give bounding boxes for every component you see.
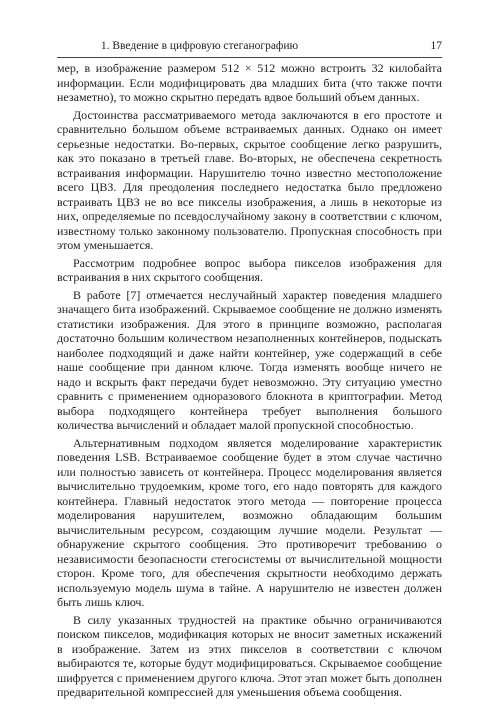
paragraph: Достоинства рассматриваемого метода заключаются в его простоте и сравнительно большом объеме встраиваемых данных. Однако он имеет серьезные недостатки. Во-первых, скрытое сообщение легко разрушить, как это показано в третьей главе. Во-вторых, не обеспечена секретность встраивания информации. Нарушителю точно известно местоположение всего ЦВЗ. Для преодоления последнего недостатка было предложено встраивать ЦВЗ не во все пикселы изображения, а лишь в некоторые из них, определяемые по псевдослучайному закону в соответствии с ключом, известному только законному пользователю. Пропускная способность при этом уменьшается.: [57, 107, 442, 252]
paragraph: В работе [7] отмечается неслучайный характер поведения младшего значащего бита изображений. Скрываемое сообщение не должно изменять статистики изображения. Для этого в принципе возможно, располагая достаточно большим количеством незаполненных контейнеров, подыскать наиболее подходящий и даже найти контейнер, уже содержащий в себе наше сообщение при данном ключе. Тогда изменять вообще ничего не надо и вскрыть факт передачи будет невозможно. Эту ситуацию уместно сравнить с применением одноразового блокнота в криптографии. Метод выбора подходящего контейнера требует выполнения большого количества вычислений и обладает малой пропускной способностью.: [57, 287, 442, 432]
running-head: [57, 37, 442, 57]
paragraph: В силу указанных трудностей на практике обычно ограничиваются поиском пикселов, модификация которых не вносит заметных искажений в изображение. Затем из этих пикселов в соответствии с ключом выбираются те, которые будут модифицироваться. Скрываемое сообщение шифруется с применением другого ключа. Этот этап может быть дополнен предварительной компрессией для уменьшения объема сообщения.: [57, 612, 442, 699]
page-number: 17: [430, 40, 442, 52]
paragraph-continued: мер, в изображение размером 512 × 512 можно встроить 32 килобайта информации. Если модифицировать два младших бита (что также почти незаметно), то можно скрытно передать вдвое больший объем данных.: [57, 61, 442, 104]
chapter-title: 1. Введение в цифровую стеганографию: [100, 40, 299, 52]
body-text: [57, 61, 442, 700]
paragraph: Рассмотрим подробнее вопрос выбора пикселов изображения для встраивания в них скрытого сообщения.: [57, 255, 442, 284]
paragraph: Альтернативным подходом является моделирование характеристик поведения LSB. Встраиваемое сообщение будет в этом случае частично или полностью зависеть от контейнера. Процесс моделирования является вычислительно трудоемким, кроме того, его надо повторять для каждого контейнера. Главный недостаток этого метода — повторение процесса моделирования нарушителем, возможно обладающим большим вычислительным ресурсом, создающим лучшие модели. Результат — обнаружение скрытого сообщения. Это противоречит требованию о независимости безопасности стегосистемы от вычислительной мощности сторон. Кроме того, для обеспечения скрытности необходимо держать используемую модель шума в тайне. А нарушителю не известен должен быть лишь ключ.: [57, 435, 442, 609]
header-rule: [57, 57, 442, 58]
